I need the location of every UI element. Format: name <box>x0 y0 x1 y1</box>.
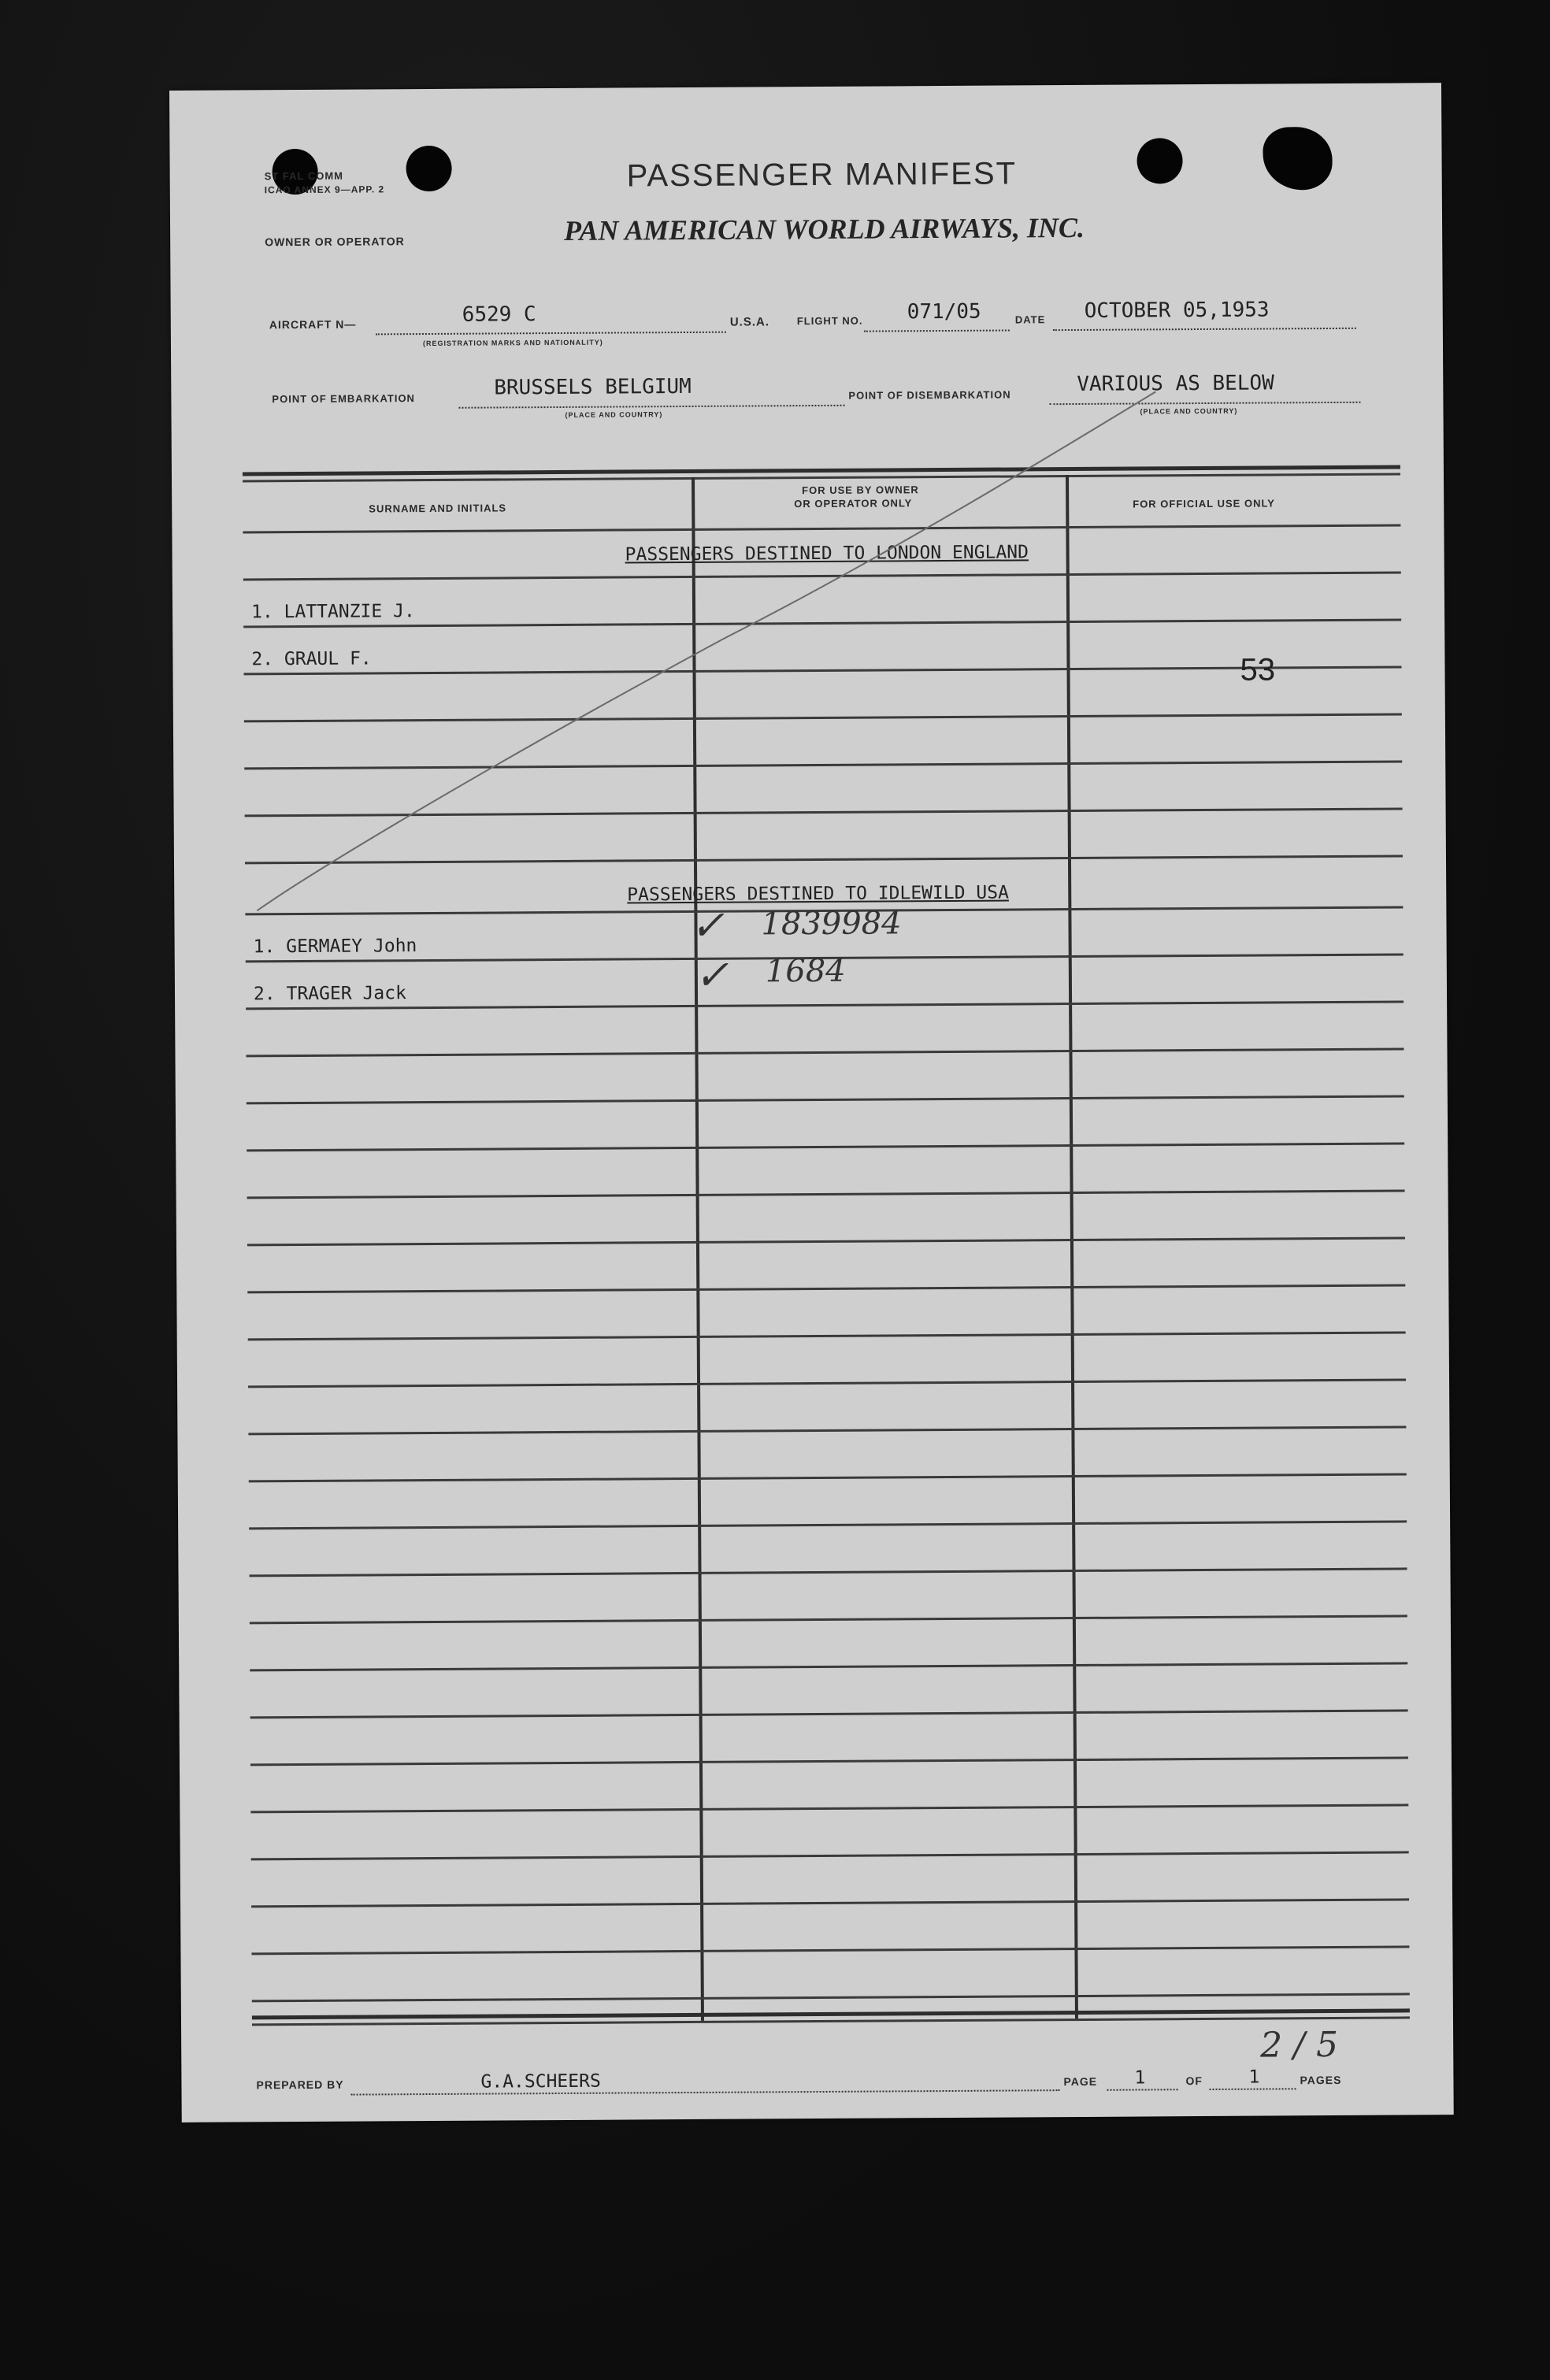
col-surname: SURNAME AND INITIALS <box>369 502 507 515</box>
table-rule <box>251 1851 1409 1860</box>
table-rule <box>247 1095 1404 1104</box>
table-rule <box>251 1945 1409 1955</box>
embark-value: BRUSSELS BELGIUM <box>494 374 692 400</box>
flight-value: 071/05 <box>907 299 981 324</box>
handwritten-note: 1684 <box>765 952 846 990</box>
table-rule <box>248 1378 1406 1388</box>
usa-label: U.S.A. <box>729 315 770 329</box>
of-label: OF <box>1185 2074 1203 2088</box>
disembark-value: VARIOUS AS BELOW <box>1077 371 1274 396</box>
of-value: 1 <box>1248 2067 1260 2088</box>
section-heading-london: PASSENGERS DESTINED TO LONDON ENGLAND <box>625 542 1029 565</box>
airline-name: PAN AMERICAN WORLD AIRWAYS, INC. <box>563 211 1085 247</box>
official-note: 53 <box>1240 652 1276 688</box>
table-rule <box>247 1189 1405 1199</box>
stamp-line-2: ICAO ANNEX 9—APP. 2 <box>264 184 385 196</box>
table-rule <box>246 1000 1404 1010</box>
aircraft-label: AIRCRAFT N— <box>269 317 357 332</box>
table-rule <box>250 1614 1407 1624</box>
passenger-row: 2. GRAUL F. <box>251 648 372 670</box>
prepared-label: PREPARED BY <box>256 2078 344 2092</box>
table-rule <box>246 1047 1404 1057</box>
table-rule <box>250 1756 1408 1766</box>
col-official: FOR OFFICIAL USE ONLY <box>1133 497 1275 510</box>
table-rule <box>248 1331 1406 1340</box>
passenger-row: 2. TRAGER Jack <box>253 983 406 1005</box>
passenger-row: 1. LATTANZIE J. <box>250 601 415 623</box>
date-label: DATE <box>1014 313 1046 326</box>
table-rule <box>249 1520 1407 1529</box>
table-rule <box>247 1142 1404 1151</box>
check-mark: ✓ <box>694 951 729 999</box>
embark-note: (PLACE AND COUNTRY) <box>565 410 663 419</box>
table-rule <box>250 1709 1408 1718</box>
handwritten-note: 1839984 <box>761 905 902 943</box>
page-label: PAGE <box>1063 2074 1098 2089</box>
flight-label: FLIGHT NO. <box>796 314 863 328</box>
passenger-row: 1. GERMAEY John <box>253 936 417 958</box>
page-value: 1 <box>1134 2067 1146 2089</box>
embark-label: POINT OF EMBARKATION <box>272 392 415 406</box>
strike-line <box>169 83 1447 957</box>
disembark-label: POINT OF DISEMBARKATION <box>848 388 1011 402</box>
handwritten-fraction: 2 / 5 <box>1260 2024 1339 2066</box>
disembark-note: (PLACE AND COUNTRY) <box>1140 406 1238 416</box>
table-rule <box>247 1284 1405 1293</box>
col-owner-1: FOR USE BY OWNER <box>802 484 919 497</box>
table-rule <box>250 1567 1407 1577</box>
stamp-line-1: ST FAL COMM <box>264 169 344 183</box>
table-rule <box>249 1473 1407 1482</box>
prepared-value: G.A.SCHEERS <box>480 2070 601 2093</box>
table-rule <box>248 1425 1406 1435</box>
table-rule <box>251 1898 1409 1907</box>
date-value: OCTOBER 05,1953 <box>1084 298 1270 323</box>
registration-note: (REGISTRATION MARKS AND NATIONALITY) <box>422 338 603 348</box>
table-rule <box>252 1993 1410 2002</box>
aircraft-value: 6529 C <box>462 302 536 327</box>
table-rule <box>250 1662 1407 1671</box>
manifest-page <box>169 83 1454 2122</box>
table-rule <box>250 1804 1408 1813</box>
pages-label: PAGES <box>1300 2073 1342 2087</box>
section-heading-idlewild: PASSENGERS DESTINED TO IDLEWILD USA <box>627 882 1009 906</box>
owner-label: OWNER OR OPERATOR <box>265 235 405 249</box>
check-mark: ✓ <box>690 902 725 950</box>
col-owner-2: OR OPERATOR ONLY <box>794 497 913 510</box>
table-rule <box>247 1236 1405 1246</box>
form-title: PASSENGER MANIFEST <box>626 156 1018 194</box>
